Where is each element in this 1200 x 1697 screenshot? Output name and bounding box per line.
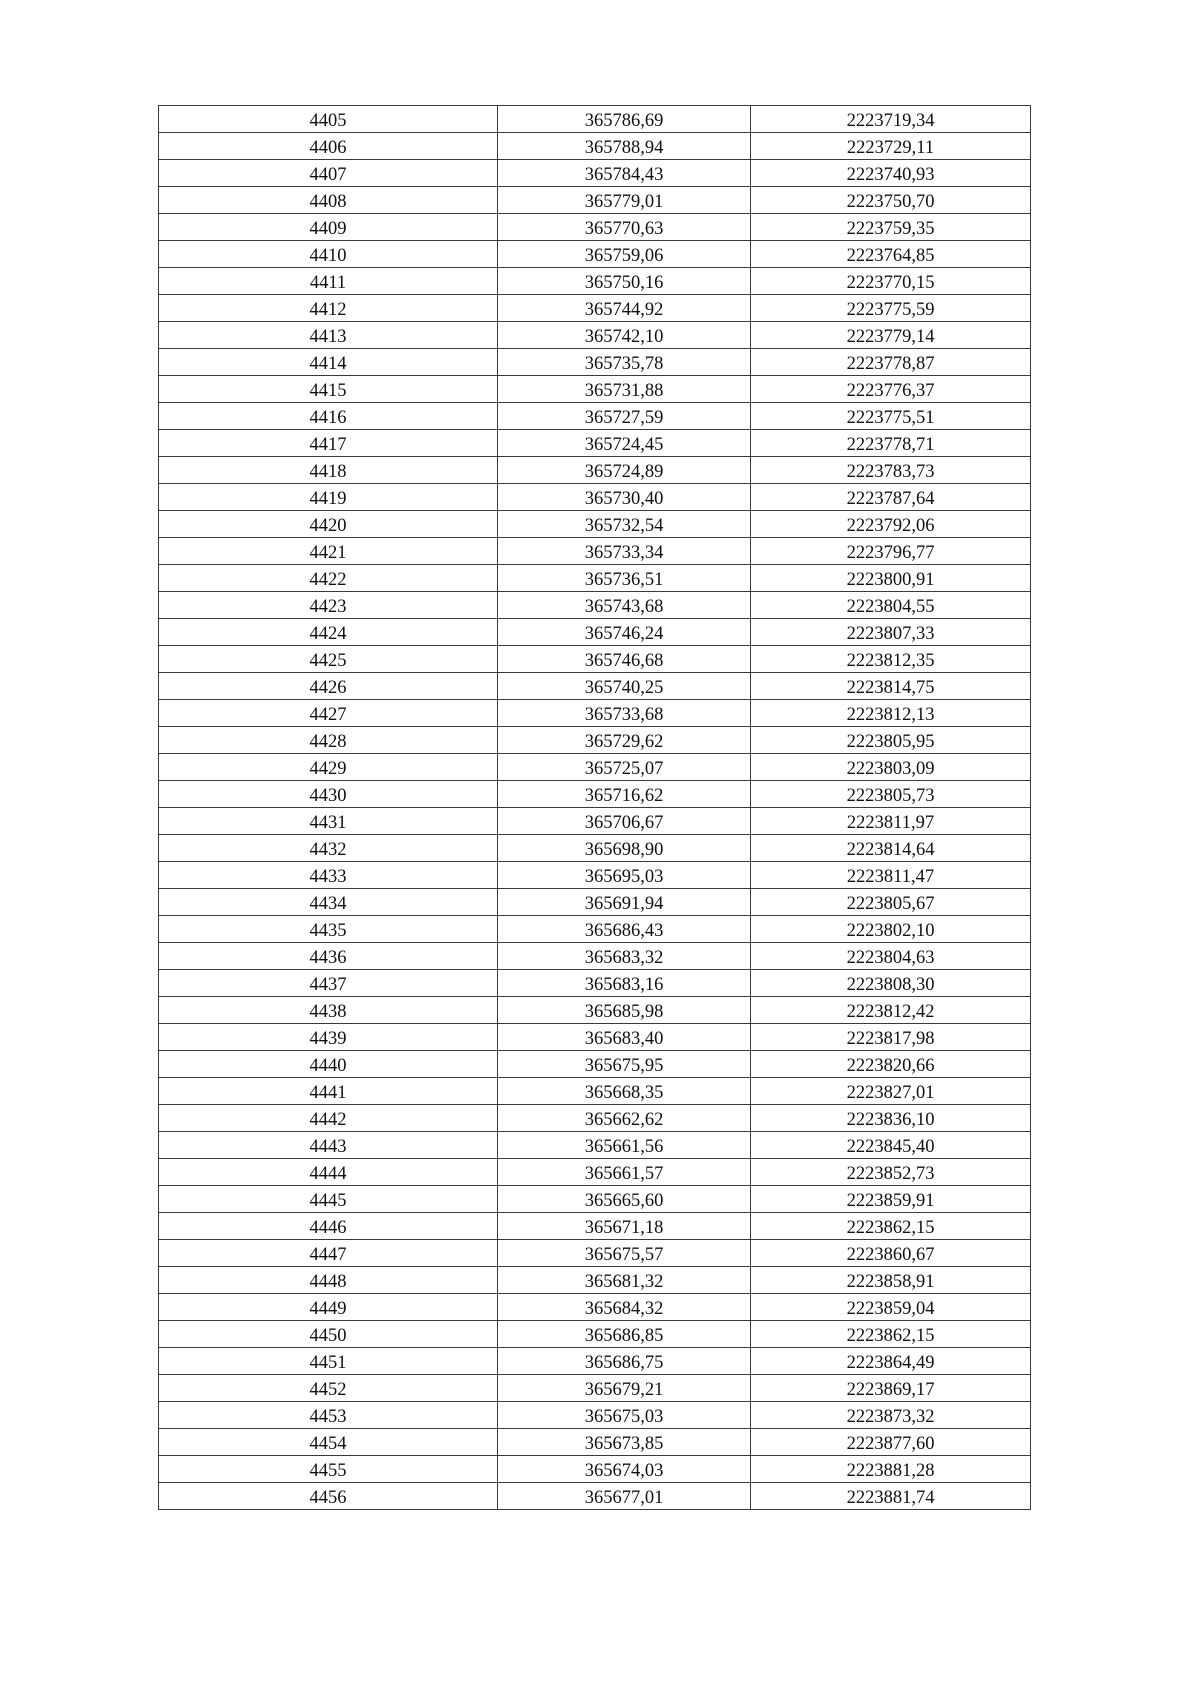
y-coordinate-cell: 2223804,63 [751, 943, 1031, 970]
point-number-cell: 4421 [159, 538, 498, 565]
table-row [159, 160, 1031, 187]
y-coordinate-cell: 2223805,95 [751, 727, 1031, 754]
table-row [159, 403, 1031, 430]
x-coordinate-cell: 365686,43 [498, 916, 751, 943]
x-coordinate-cell: 365695,03 [498, 862, 751, 889]
point-number-cell: 4453 [159, 1402, 498, 1429]
point-number-cell: 4434 [159, 889, 498, 916]
point-number-cell: 4438 [159, 997, 498, 1024]
x-coordinate-cell: 365686,75 [498, 1348, 751, 1375]
point-number-cell: 4410 [159, 241, 498, 268]
x-coordinate-cell: 365685,98 [498, 997, 751, 1024]
y-coordinate-cell: 2223807,33 [751, 619, 1031, 646]
y-coordinate-cell: 2223836,10 [751, 1105, 1031, 1132]
x-coordinate-cell: 365684,32 [498, 1294, 751, 1321]
table-row [159, 835, 1031, 862]
point-number-cell: 4427 [159, 700, 498, 727]
y-coordinate-cell: 2223776,37 [751, 376, 1031, 403]
y-coordinate-cell: 2223783,73 [751, 457, 1031, 484]
x-coordinate-cell: 365724,89 [498, 457, 751, 484]
y-coordinate-cell: 2223860,67 [751, 1240, 1031, 1267]
x-coordinate-cell: 365733,68 [498, 700, 751, 727]
table-row [159, 1024, 1031, 1051]
point-number-cell: 4430 [159, 781, 498, 808]
y-coordinate-cell: 2223764,85 [751, 241, 1031, 268]
table-row [159, 457, 1031, 484]
table-row [159, 1483, 1031, 1510]
x-coordinate-cell: 365691,94 [498, 889, 751, 916]
y-coordinate-cell: 2223800,91 [751, 565, 1031, 592]
x-coordinate-cell: 365673,85 [498, 1429, 751, 1456]
point-number-cell: 4456 [159, 1483, 498, 1510]
table-row [159, 1132, 1031, 1159]
x-coordinate-cell: 365681,32 [498, 1267, 751, 1294]
table-row [159, 1375, 1031, 1402]
point-number-cell: 4417 [159, 430, 498, 457]
table-row [159, 106, 1031, 133]
x-coordinate-cell: 365661,57 [498, 1159, 751, 1186]
point-number-cell: 4409 [159, 214, 498, 241]
point-number-cell: 4431 [159, 808, 498, 835]
y-coordinate-cell: 2223805,73 [751, 781, 1031, 808]
table-row [159, 916, 1031, 943]
table-row [159, 592, 1031, 619]
x-coordinate-cell: 365698,90 [498, 835, 751, 862]
x-coordinate-cell: 365671,18 [498, 1213, 751, 1240]
point-number-cell: 4426 [159, 673, 498, 700]
point-number-cell: 4407 [159, 160, 498, 187]
x-coordinate-cell: 365716,62 [498, 781, 751, 808]
table-row [159, 862, 1031, 889]
point-number-cell: 4415 [159, 376, 498, 403]
table-row [159, 1240, 1031, 1267]
point-number-cell: 4408 [159, 187, 498, 214]
table-row [159, 295, 1031, 322]
table-row [159, 376, 1031, 403]
table-row [159, 1429, 1031, 1456]
x-coordinate-cell: 365740,25 [498, 673, 751, 700]
table-row [159, 808, 1031, 835]
point-number-cell: 4429 [159, 754, 498, 781]
table-row [159, 970, 1031, 997]
x-coordinate-cell: 365735,78 [498, 349, 751, 376]
point-number-cell: 4425 [159, 646, 498, 673]
y-coordinate-cell: 2223804,55 [751, 592, 1031, 619]
x-coordinate-cell: 365668,35 [498, 1078, 751, 1105]
table-row [159, 1402, 1031, 1429]
x-coordinate-cell: 365662,62 [498, 1105, 751, 1132]
x-coordinate-cell: 365675,57 [498, 1240, 751, 1267]
y-coordinate-cell: 2223729,11 [751, 133, 1031, 160]
x-coordinate-cell: 365732,54 [498, 511, 751, 538]
y-coordinate-cell: 2223812,13 [751, 700, 1031, 727]
table-row [159, 646, 1031, 673]
point-number-cell: 4451 [159, 1348, 498, 1375]
point-number-cell: 4424 [159, 619, 498, 646]
point-number-cell: 4446 [159, 1213, 498, 1240]
point-number-cell: 4428 [159, 727, 498, 754]
table-row [159, 673, 1031, 700]
point-number-cell: 4448 [159, 1267, 498, 1294]
table-row [159, 511, 1031, 538]
table-row [159, 1105, 1031, 1132]
x-coordinate-cell: 365746,68 [498, 646, 751, 673]
y-coordinate-cell: 2223845,40 [751, 1132, 1031, 1159]
x-coordinate-cell: 365679,21 [498, 1375, 751, 1402]
point-number-cell: 4418 [159, 457, 498, 484]
table-row [159, 700, 1031, 727]
table-row [159, 1186, 1031, 1213]
y-coordinate-cell: 2223787,64 [751, 484, 1031, 511]
y-coordinate-cell: 2223858,91 [751, 1267, 1031, 1294]
point-number-cell: 4422 [159, 565, 498, 592]
point-number-cell: 4450 [159, 1321, 498, 1348]
x-coordinate-cell: 365736,51 [498, 565, 751, 592]
x-coordinate-cell: 365661,56 [498, 1132, 751, 1159]
y-coordinate-cell: 2223775,51 [751, 403, 1031, 430]
x-coordinate-cell: 365784,43 [498, 160, 751, 187]
y-coordinate-cell: 2223859,04 [751, 1294, 1031, 1321]
point-number-cell: 4455 [159, 1456, 498, 1483]
y-coordinate-cell: 2223770,15 [751, 268, 1031, 295]
point-number-cell: 4406 [159, 133, 498, 160]
point-number-cell: 4412 [159, 295, 498, 322]
point-number-cell: 4432 [159, 835, 498, 862]
point-number-cell: 4423 [159, 592, 498, 619]
y-coordinate-cell: 2223859,91 [751, 1186, 1031, 1213]
y-coordinate-cell: 2223814,64 [751, 835, 1031, 862]
table-row [159, 133, 1031, 160]
y-coordinate-cell: 2223811,97 [751, 808, 1031, 835]
x-coordinate-cell: 365675,03 [498, 1402, 751, 1429]
x-coordinate-cell: 365665,60 [498, 1186, 751, 1213]
y-coordinate-cell: 2223811,47 [751, 862, 1031, 889]
point-number-cell: 4419 [159, 484, 498, 511]
x-coordinate-cell: 365770,63 [498, 214, 751, 241]
table-row [159, 727, 1031, 754]
y-coordinate-cell: 2223796,77 [751, 538, 1031, 565]
table-row [159, 484, 1031, 511]
point-number-cell: 4443 [159, 1132, 498, 1159]
y-coordinate-cell: 2223779,14 [751, 322, 1031, 349]
table-row [159, 1456, 1031, 1483]
table-row [159, 1051, 1031, 1078]
x-coordinate-cell: 365729,62 [498, 727, 751, 754]
point-number-cell: 4452 [159, 1375, 498, 1402]
table-row [159, 214, 1031, 241]
x-coordinate-cell: 365674,03 [498, 1456, 751, 1483]
table-row [159, 619, 1031, 646]
point-number-cell: 4439 [159, 1024, 498, 1051]
x-coordinate-cell: 365724,45 [498, 430, 751, 457]
point-number-cell: 4437 [159, 970, 498, 997]
table-row [159, 187, 1031, 214]
x-coordinate-cell: 365683,40 [498, 1024, 751, 1051]
point-number-cell: 4441 [159, 1078, 498, 1105]
y-coordinate-cell: 2223877,60 [751, 1429, 1031, 1456]
y-coordinate-cell: 2223852,73 [751, 1159, 1031, 1186]
y-coordinate-cell: 2223802,10 [751, 916, 1031, 943]
y-coordinate-cell: 2223740,93 [751, 160, 1031, 187]
y-coordinate-cell: 2223881,28 [751, 1456, 1031, 1483]
point-number-cell: 4454 [159, 1429, 498, 1456]
table-row [159, 943, 1031, 970]
x-coordinate-cell: 365779,01 [498, 187, 751, 214]
y-coordinate-cell: 2223812,35 [751, 646, 1031, 673]
x-coordinate-cell: 365733,34 [498, 538, 751, 565]
point-number-cell: 4416 [159, 403, 498, 430]
x-coordinate-cell: 365725,07 [498, 754, 751, 781]
y-coordinate-cell: 2223873,32 [751, 1402, 1031, 1429]
y-coordinate-cell: 2223750,70 [751, 187, 1031, 214]
table-row [159, 565, 1031, 592]
table-row [159, 889, 1031, 916]
table-row [159, 349, 1031, 376]
point-number-cell: 4436 [159, 943, 498, 970]
point-number-cell: 4414 [159, 349, 498, 376]
table-row [159, 322, 1031, 349]
x-coordinate-cell: 365744,92 [498, 295, 751, 322]
y-coordinate-cell: 2223808,30 [751, 970, 1031, 997]
table-row [159, 1267, 1031, 1294]
y-coordinate-cell: 2223759,35 [751, 214, 1031, 241]
table-row [159, 241, 1031, 268]
y-coordinate-cell: 2223778,87 [751, 349, 1031, 376]
point-number-cell: 4449 [159, 1294, 498, 1321]
point-number-cell: 4411 [159, 268, 498, 295]
x-coordinate-cell: 365683,16 [498, 970, 751, 997]
x-coordinate-cell: 365730,40 [498, 484, 751, 511]
table-row [159, 1321, 1031, 1348]
x-coordinate-cell: 365788,94 [498, 133, 751, 160]
point-number-cell: 4413 [159, 322, 498, 349]
x-coordinate-cell: 365786,69 [498, 106, 751, 133]
x-coordinate-cell: 365677,01 [498, 1483, 751, 1510]
table-row [159, 1078, 1031, 1105]
y-coordinate-cell: 2223778,71 [751, 430, 1031, 457]
table-row [159, 538, 1031, 565]
y-coordinate-cell: 2223862,15 [751, 1321, 1031, 1348]
table-row [159, 1348, 1031, 1375]
point-number-cell: 4440 [159, 1051, 498, 1078]
x-coordinate-cell: 365750,16 [498, 268, 751, 295]
y-coordinate-cell: 2223812,42 [751, 997, 1031, 1024]
y-coordinate-cell: 2223820,66 [751, 1051, 1031, 1078]
table-row [159, 754, 1031, 781]
point-number-cell: 4442 [159, 1105, 498, 1132]
x-coordinate-cell: 365731,88 [498, 376, 751, 403]
table-row [159, 997, 1031, 1024]
table-row [159, 1213, 1031, 1240]
y-coordinate-cell: 2223881,74 [751, 1483, 1031, 1510]
y-coordinate-cell: 2223775,59 [751, 295, 1031, 322]
point-number-cell: 4444 [159, 1159, 498, 1186]
x-coordinate-cell: 365675,95 [498, 1051, 751, 1078]
x-coordinate-cell: 365743,68 [498, 592, 751, 619]
x-coordinate-cell: 365706,67 [498, 808, 751, 835]
x-coordinate-cell: 365686,85 [498, 1321, 751, 1348]
y-coordinate-cell: 2223827,01 [751, 1078, 1031, 1105]
point-number-cell: 4445 [159, 1186, 498, 1213]
table-row [159, 268, 1031, 295]
x-coordinate-cell: 365742,10 [498, 322, 751, 349]
y-coordinate-cell: 2223719,34 [751, 106, 1031, 133]
x-coordinate-cell: 365727,59 [498, 403, 751, 430]
y-coordinate-cell: 2223862,15 [751, 1213, 1031, 1240]
y-coordinate-cell: 2223792,06 [751, 511, 1031, 538]
x-coordinate-cell: 365746,24 [498, 619, 751, 646]
y-coordinate-cell: 2223805,67 [751, 889, 1031, 916]
table-row [159, 1294, 1031, 1321]
y-coordinate-cell: 2223814,75 [751, 673, 1031, 700]
y-coordinate-cell: 2223803,09 [751, 754, 1031, 781]
x-coordinate-cell: 365759,06 [498, 241, 751, 268]
x-coordinate-cell: 365683,32 [498, 943, 751, 970]
coordinates-table [158, 105, 1031, 1510]
table-row [159, 781, 1031, 808]
point-number-cell: 4433 [159, 862, 498, 889]
point-number-cell: 4447 [159, 1240, 498, 1267]
table-row [159, 1159, 1031, 1186]
point-number-cell: 4405 [159, 106, 498, 133]
y-coordinate-cell: 2223869,17 [751, 1375, 1031, 1402]
point-number-cell: 4435 [159, 916, 498, 943]
y-coordinate-cell: 2223864,49 [751, 1348, 1031, 1375]
y-coordinate-cell: 2223817,98 [751, 1024, 1031, 1051]
point-number-cell: 4420 [159, 511, 498, 538]
table-row [159, 430, 1031, 457]
